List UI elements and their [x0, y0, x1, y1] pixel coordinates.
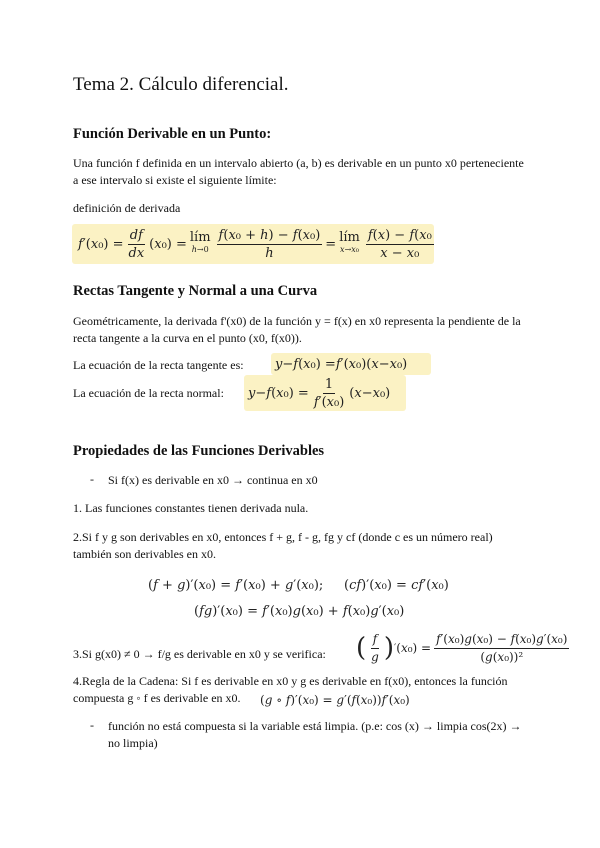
paragraph-line: a ese intervalo si existe el siguiente límite: [73, 173, 277, 187]
page-title: Tema 2. Cálculo diferencial. [73, 74, 289, 95]
normal-line-formula: y − f ( x ₀) = $\frac{1}{\text{f′(x₀)}}$ ( x − x ₀) [244, 375, 406, 411]
bullet-item-cont: no limpia) [108, 736, 158, 750]
property-item-2: 2.Si f y g son derivables en x0, entonces f + g, f - g, fg y cf (donde c es un número real) [73, 530, 493, 544]
property-item-3: 3.Si g(x0) ≠ 0 → f/g es derivable en x0 y se verifica: [73, 647, 326, 661]
section-heading-properties: Propiedades de las Funciones Derivables [73, 443, 325, 459]
property-item-4: 4.Regla de la Cadena: Si f es derivable en x0 y g es derivable en f(x0), entonces la función [73, 674, 508, 688]
paragraph-line: recta tangente a la curva en el punto (x0, f(x0)). [73, 331, 302, 345]
property-item-2-cont: también son derivables en x0. [73, 547, 216, 561]
formula-label: definición de derivada [73, 201, 181, 215]
paragraph-line: Geométricamente, la derivada f'(x0) de la función y = f(x) en x0 representa la pendiente de la [73, 314, 521, 328]
quotient-derivative-formula: ( $\frac{f}{g}$ ) ′ ( x ₀) = $\frac{\text{f′(x₀)g(x₀) − f(x₀)g′(x₀)}}{\text{(g(x₀))²}}$ [356, 631, 568, 664]
tangent-line-label: La ecuación de la recta tangente es: [73, 358, 244, 372]
section-heading-derivable: Función Derivable en un Punto: [73, 126, 272, 142]
sum-derivative-formula: (f + g)′(x₀) = f′(x₀) + g′(x₀); [148, 578, 324, 593]
tangent-line-formula: y − f ( x ₀) = f ′( x ₀)( x − x ₀) [271, 353, 431, 375]
bullet-dash: - [90, 718, 94, 732]
normal-line-label: La ecuación de la recta normal: [73, 386, 224, 400]
paragraph-line: Una función f definida en un intervalo abierto (a, b) es derivable en un punto x0 perteneciente [73, 156, 524, 170]
section-heading-tangent-normal: Rectas Tangente y Normal a una Curva [73, 283, 318, 299]
bullet-item: función no está compuesta si la variable está limpia. (p.e: cos (x) → limpia cos(2x) → [108, 719, 522, 733]
constant-multiple-derivative-formula: (cf)′(x₀) = cf′(x₀) [344, 578, 449, 593]
product-derivative-formula: (fg)′(x₀) = f′(x₀)g(x₀) + f(x₀)g′(x₀) [194, 604, 405, 619]
derivative-definition-formula: f ′( x ₀) = $\frac{df}{dx}$ ( x ₀) = lím h→0 $\frac{\text{f(x₀ + h) − f(x₀)}}{h}$ = lím x→x₀ $\frac{\text{f(x) − f(x₀}}{\text{x − x₀}}$ [72, 224, 434, 264]
property-item-1: 1. Las funciones constantes tienen derivada nula. [73, 501, 309, 515]
bullet-item: Si f(x) es derivable en x0 → continua en x0 [108, 473, 318, 487]
property-item-4-cont: compuesta g ◦ f es derivable en x0. [73, 691, 241, 705]
chain-rule-formula: (g ∘ f)′(x₀) = g′(f(x₀))f′(x₀) [260, 693, 410, 707]
bullet-dash: - [90, 472, 94, 486]
